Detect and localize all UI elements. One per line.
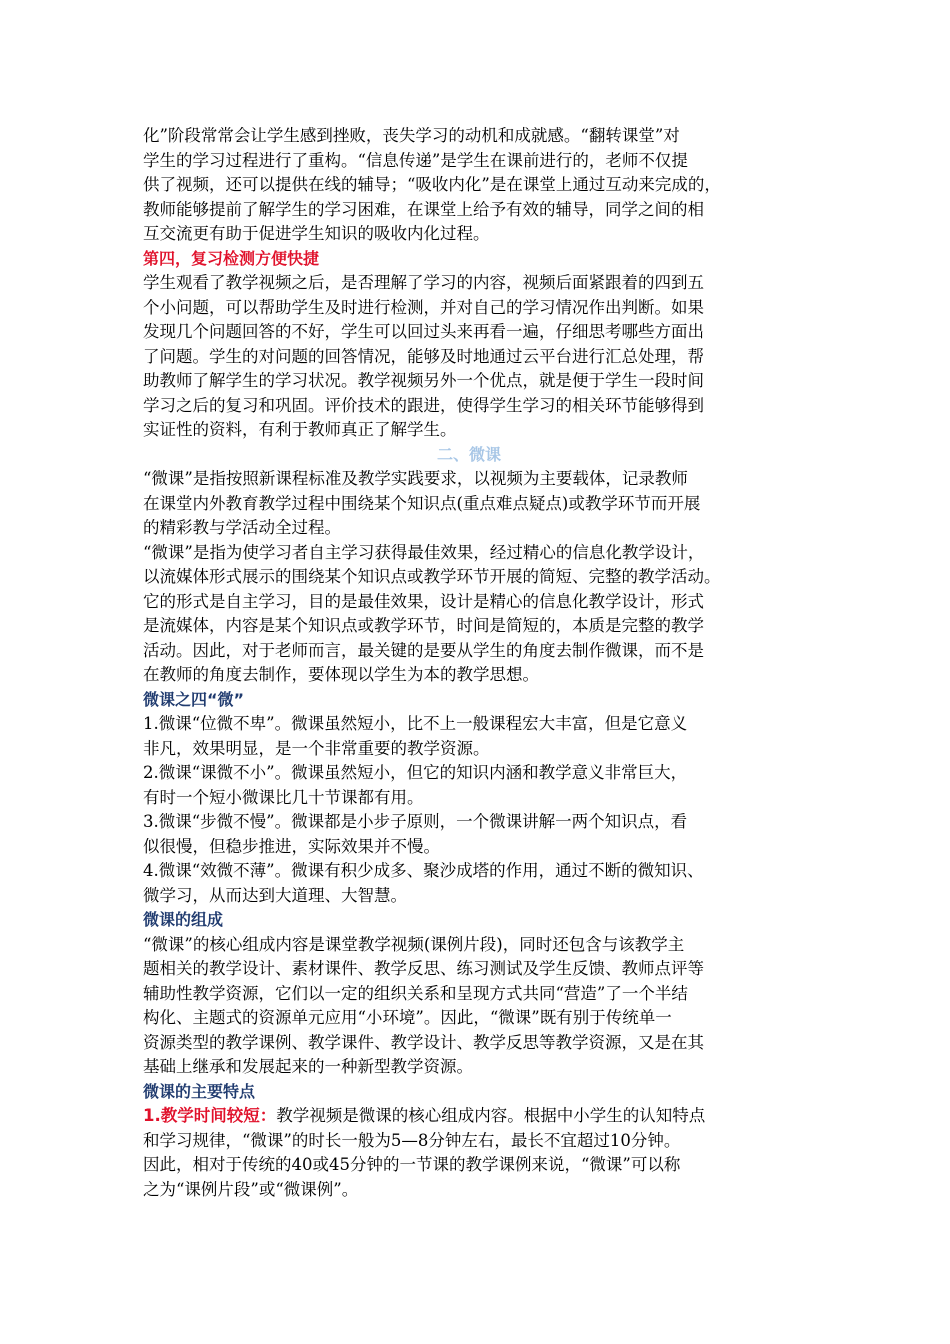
text-line: 在教师的角度去制作，要体现以学生为本的教学思想。 <box>143 665 539 684</box>
text-line: 因此，相对于传统的40或45分钟的一节课的教学课例来说，“微课”可以称 <box>143 1155 681 1174</box>
text-line: 供了视频，还可以提供在线的辅导；“吸收内化”是在课堂上通过互动来完成的， <box>143 175 721 194</box>
section4-paragraph <box>143 271 815 443</box>
text-line: 之为“课例片段”或“微课例”。 <box>143 1179 359 1199</box>
document-page <box>143 124 815 1202</box>
text-line: 似很慢，但稳步推进，实际效果并不慢。 <box>143 836 440 856</box>
text-line: 活动。因此，对于老师而言，最关键的是要从学生的角度去制作微课，而不是 <box>143 640 704 660</box>
text-line: 了问题。学生的对问题的回答情况，能够及时地通过云平台进行汇总处理，帮 <box>143 346 704 366</box>
part2-heading: 二、微课 <box>436 444 501 464</box>
four-micro-item-3 <box>143 810 815 859</box>
text-line: 4.微课“效微不薄”。微课有积少成多、聚沙成塔的作用，通过不断的微知识、 <box>143 861 704 880</box>
text-line: 化”阶段常常会让学生感到挫败，丧失学习的动机和成就感。“翻转课堂”对 <box>143 126 680 145</box>
feature-item-1 <box>143 1104 815 1202</box>
text-line: 有时一个短小微课比几十节课都有用。 <box>143 787 424 807</box>
text-line: 发现几个问题回答的不好，学生可以回过头来再看一遍，仔细思考哪些方面出 <box>143 322 704 341</box>
feature-lead: 1.教学时间较短： <box>143 1106 277 1125</box>
text-line: 非凡，效果明显，是一个非常重要的教学资源。 <box>143 738 490 758</box>
text-line: 学生观看了教学视频之后，是否理解了学习的内容，视频后面紧跟着的四到五 <box>143 273 704 292</box>
section4-heading: 第四，复习检测方便快捷 <box>143 248 320 268</box>
text-line: 和学习规律，“微课”的时长一般为5—8分钟左右，最长不宜超过10分钟。 <box>143 1130 681 1150</box>
composition-paragraph <box>143 933 815 1080</box>
text-line <box>143 1104 815 1129</box>
intro-paragraph <box>143 124 815 247</box>
text-line: “微课”是指为使学习者自主学习获得最佳效果，经过精心的信息化教学设计， <box>143 542 705 562</box>
text-line: 在课堂内外教育教学过程中围绕某个知识点(重点难点疑点)或教学环节而开展 <box>143 493 701 513</box>
text-line: 2.微课“课微不小”。微课虽然短小，但它的知识内涵和教学意义非常巨大， <box>143 763 688 782</box>
text-line: 微学习，从而达到大道理、大智慧。 <box>143 885 407 905</box>
text-line: 它的形式是自主学习，目的是最佳效果，设计是精心的信息化教学设计，形式 <box>143 591 704 611</box>
text-line: 构化、主题式的资源单元应用“小环境”。因此，“微课”既有别于传统单一 <box>143 1008 672 1027</box>
micro-definition-2 <box>143 541 815 688</box>
text-line: “微课”是指按照新课程标准及教学实践要求，以视频为主要载体，记录教师 <box>143 469 688 488</box>
four-micro-heading: 微课之四“微” <box>143 689 245 709</box>
four-micro-item-2 <box>143 761 815 810</box>
text-line: 是流媒体，内容是某个知识点或教学环节，时间是简短的，本质是完整的教学 <box>143 616 704 635</box>
four-micro-item-1 <box>143 712 815 761</box>
text-line: 学生的学习过程进行了重构。“信息传递”是学生在课前进行的，老师不仅提 <box>143 150 688 170</box>
text-line: 以流媒体形式展示的围绕某个知识点或教学环节开展的简短、完整的教学活动。 <box>143 567 721 586</box>
text-line: 题相关的教学设计、素材课件、教学反思、练习测试及学生反馈、教师点评等 <box>143 959 704 978</box>
text-line: 教师能够提前了解学生的学习困难，在课堂上给予有效的辅导，同学之间的相 <box>143 199 704 219</box>
text-line: “微课”的核心组成内容是课堂教学视频(课例片段)，同时还包含与该教学主 <box>143 934 685 954</box>
text-line: 个小问题，可以帮助学生及时进行检测，并对自己的学习情况作出判断。如果 <box>143 297 704 317</box>
composition-heading: 微课的组成 <box>143 910 224 929</box>
feature-text: 教学视频是微课的核心组成内容。根据中小学生的认知特点 <box>276 1106 706 1125</box>
text-line: 基础上继承和发展起来的一种新型教学资源。 <box>143 1057 473 1076</box>
text-line: 学习之后的复习和巩固。评价技术的跟进，使得学生学习的相关环节能够得到 <box>143 395 704 415</box>
text-line: 互交流更有助于促进学生知识的吸收内化过程。 <box>143 224 490 243</box>
text-line: 助教师了解学生的学习状况。教学视频另外一个优点，就是便于学生一段时间 <box>143 371 704 390</box>
text-line: 1.微课“位微不卑”。微课虽然短小，比不上一般课程宏大丰富，但是它意义 <box>143 714 688 733</box>
text-line: 资源类型的教学课例、教学课件、教学设计、教学反思等教学资源，又是在其 <box>143 1032 704 1052</box>
text-line: 的精彩教与学活动全过程。 <box>143 518 341 537</box>
text-line: 实证性的资料，有利于教师真正了解学生。 <box>143 420 457 439</box>
features-heading: 微课的主要特点 <box>143 1081 256 1101</box>
text-line: 辅助性教学资源，它们以一定的组织关系和呈现方式共同“营造”了一个半结 <box>143 983 688 1003</box>
micro-definition-1 <box>143 467 815 541</box>
four-micro-item-4 <box>143 859 815 908</box>
text-line: 3.微课“步微不慢”。微课都是小步子原则，一个微课讲解一两个知识点，看 <box>143 812 688 831</box>
